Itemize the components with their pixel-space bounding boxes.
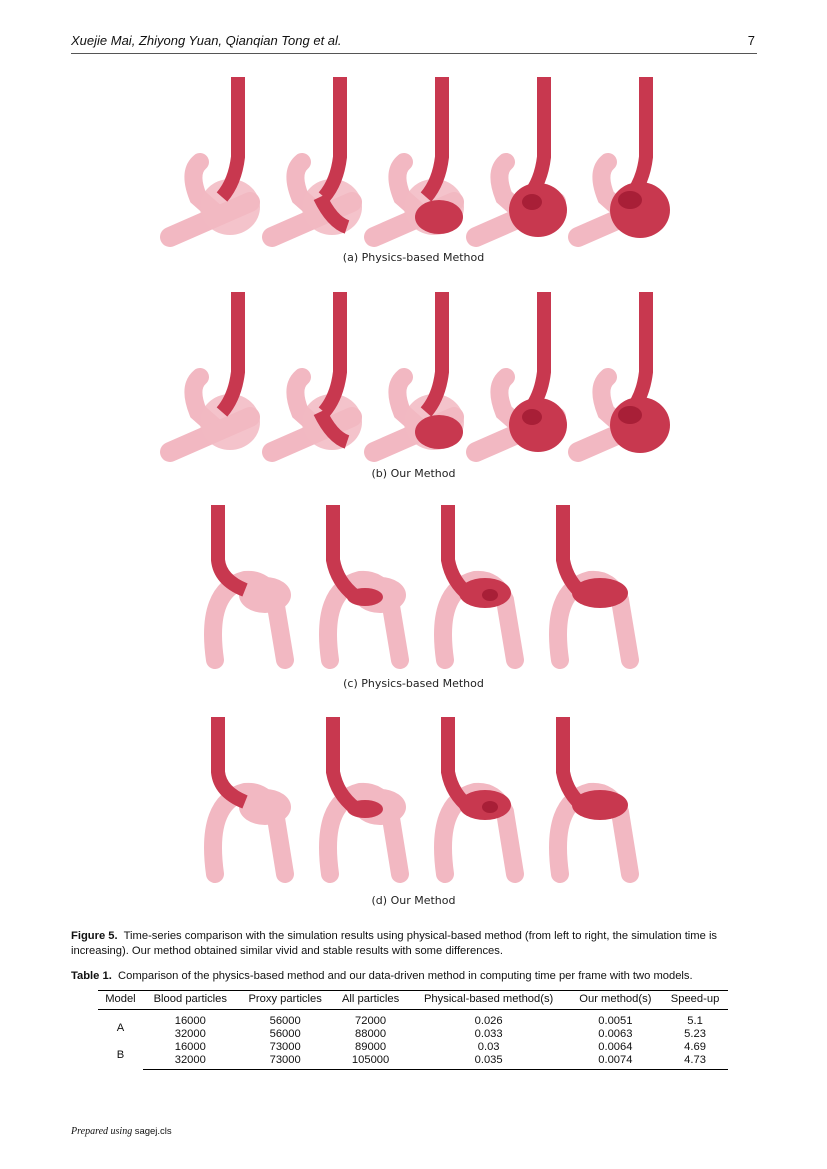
- frame-b1: [170, 292, 260, 452]
- col-all-particles: All particles: [333, 991, 409, 1010]
- figure-row-c: [190, 500, 650, 670]
- frame-b3: [374, 292, 464, 452]
- table-cell: 56000: [269, 1015, 301, 1027]
- table-row: [98, 1010, 728, 1029]
- frame-b4: [476, 292, 567, 452]
- frame-a1: [170, 77, 260, 237]
- table-cell: 4.73: [662, 1054, 728, 1070]
- table-cell: 0.0064: [598, 1041, 633, 1053]
- table-cell: 0.0051: [598, 1015, 633, 1027]
- table-cell: 32000: [174, 1028, 206, 1040]
- col-proxy-particles: Proxy particles: [238, 991, 333, 1010]
- frame-d2: [328, 717, 406, 874]
- table-cell: 89000: [355, 1041, 387, 1053]
- figure-row-b: [160, 287, 670, 462]
- page-number: 7: [747, 33, 755, 48]
- results-table: [98, 990, 728, 1070]
- figure-caption-text: Time-series comparison with the simulation results using physical-based method (from left to right, the simulation time is increasing). Our method obtained similar vivid and stable results with some differences.: [71, 930, 718, 957]
- table-cell: 32000: [143, 1054, 238, 1070]
- frame-a4: [476, 77, 567, 237]
- frame-a2: [272, 77, 362, 237]
- frame-b5: [578, 292, 670, 453]
- table-caption: [71, 969, 761, 984]
- table-cell: 72000: [355, 1015, 387, 1027]
- frame-c2: [328, 505, 406, 660]
- frame-d3: [443, 717, 515, 874]
- col-our-method: Our method(s): [569, 991, 662, 1010]
- table-cell: 105000: [333, 1054, 409, 1070]
- table-cell: 0.0074: [569, 1054, 662, 1070]
- table-cell: 16000: [174, 1015, 206, 1027]
- frame-b2: [272, 292, 362, 452]
- table-cell: 88000: [355, 1028, 387, 1040]
- table-cell: 0.026: [474, 1015, 503, 1027]
- table-cell: 73000: [238, 1054, 333, 1070]
- frame-c4: [558, 505, 630, 660]
- table-cell: 0.03: [477, 1041, 500, 1053]
- table-cell: 5.1: [687, 1015, 703, 1027]
- frame-c1: [213, 505, 291, 660]
- table-cell: 5.23: [684, 1028, 706, 1040]
- frame-a5: [578, 77, 670, 238]
- table-cell: 0.035: [409, 1054, 569, 1070]
- col-physical-method: Physical-based method(s): [409, 991, 569, 1010]
- table-cell: 0.033: [474, 1028, 503, 1040]
- col-blood-particles: Blood particles: [143, 991, 238, 1010]
- table-cell: 0.0063: [598, 1028, 633, 1040]
- model-cell: B: [116, 1048, 125, 1061]
- table-row: [98, 1054, 728, 1070]
- table-header-row: [98, 991, 728, 1010]
- subcaption-a: (a) Physics-based Method: [342, 251, 485, 264]
- col-speed-up: Speed-up: [662, 991, 728, 1010]
- running-header: [71, 33, 757, 54]
- subcaption-c: (c) Physics-based Method: [343, 677, 484, 690]
- figure-row-a: [160, 72, 670, 247]
- table-row: [98, 1028, 728, 1041]
- footer-prepared: Prepared using: [71, 1126, 135, 1137]
- figure-caption-label: Figure 5.: [71, 930, 118, 942]
- footer-cls: sagej.cls: [134, 1126, 172, 1137]
- col-model: Model: [98, 991, 143, 1010]
- frame-a3: [374, 77, 464, 237]
- table-caption-label: Table 1.: [71, 970, 112, 982]
- table-cell: 4.69: [684, 1041, 706, 1053]
- table-cell: 73000: [269, 1041, 301, 1053]
- frame-d4: [558, 717, 630, 874]
- table-cell: 56000: [269, 1028, 301, 1040]
- model-cell: A: [116, 1021, 125, 1034]
- subcaption-b: (b) Our Method: [371, 467, 456, 480]
- table-caption-text: Comparison of the physics-based method and our data-driven method in computing time per frame with two models.: [118, 970, 693, 982]
- header-authors: Xuejie Mai, Zhiyong Yuan, Qianqian Tong et al.: [71, 33, 342, 48]
- figure-caption: [71, 929, 761, 959]
- table-row: [98, 1041, 728, 1054]
- table-cell: 16000: [174, 1041, 206, 1053]
- frame-d1: [213, 717, 291, 874]
- subcaption-d: (d) Our Method: [371, 894, 456, 907]
- frame-c3: [443, 505, 515, 660]
- figure-row-d: [190, 712, 650, 884]
- page-footer: [71, 1126, 172, 1137]
